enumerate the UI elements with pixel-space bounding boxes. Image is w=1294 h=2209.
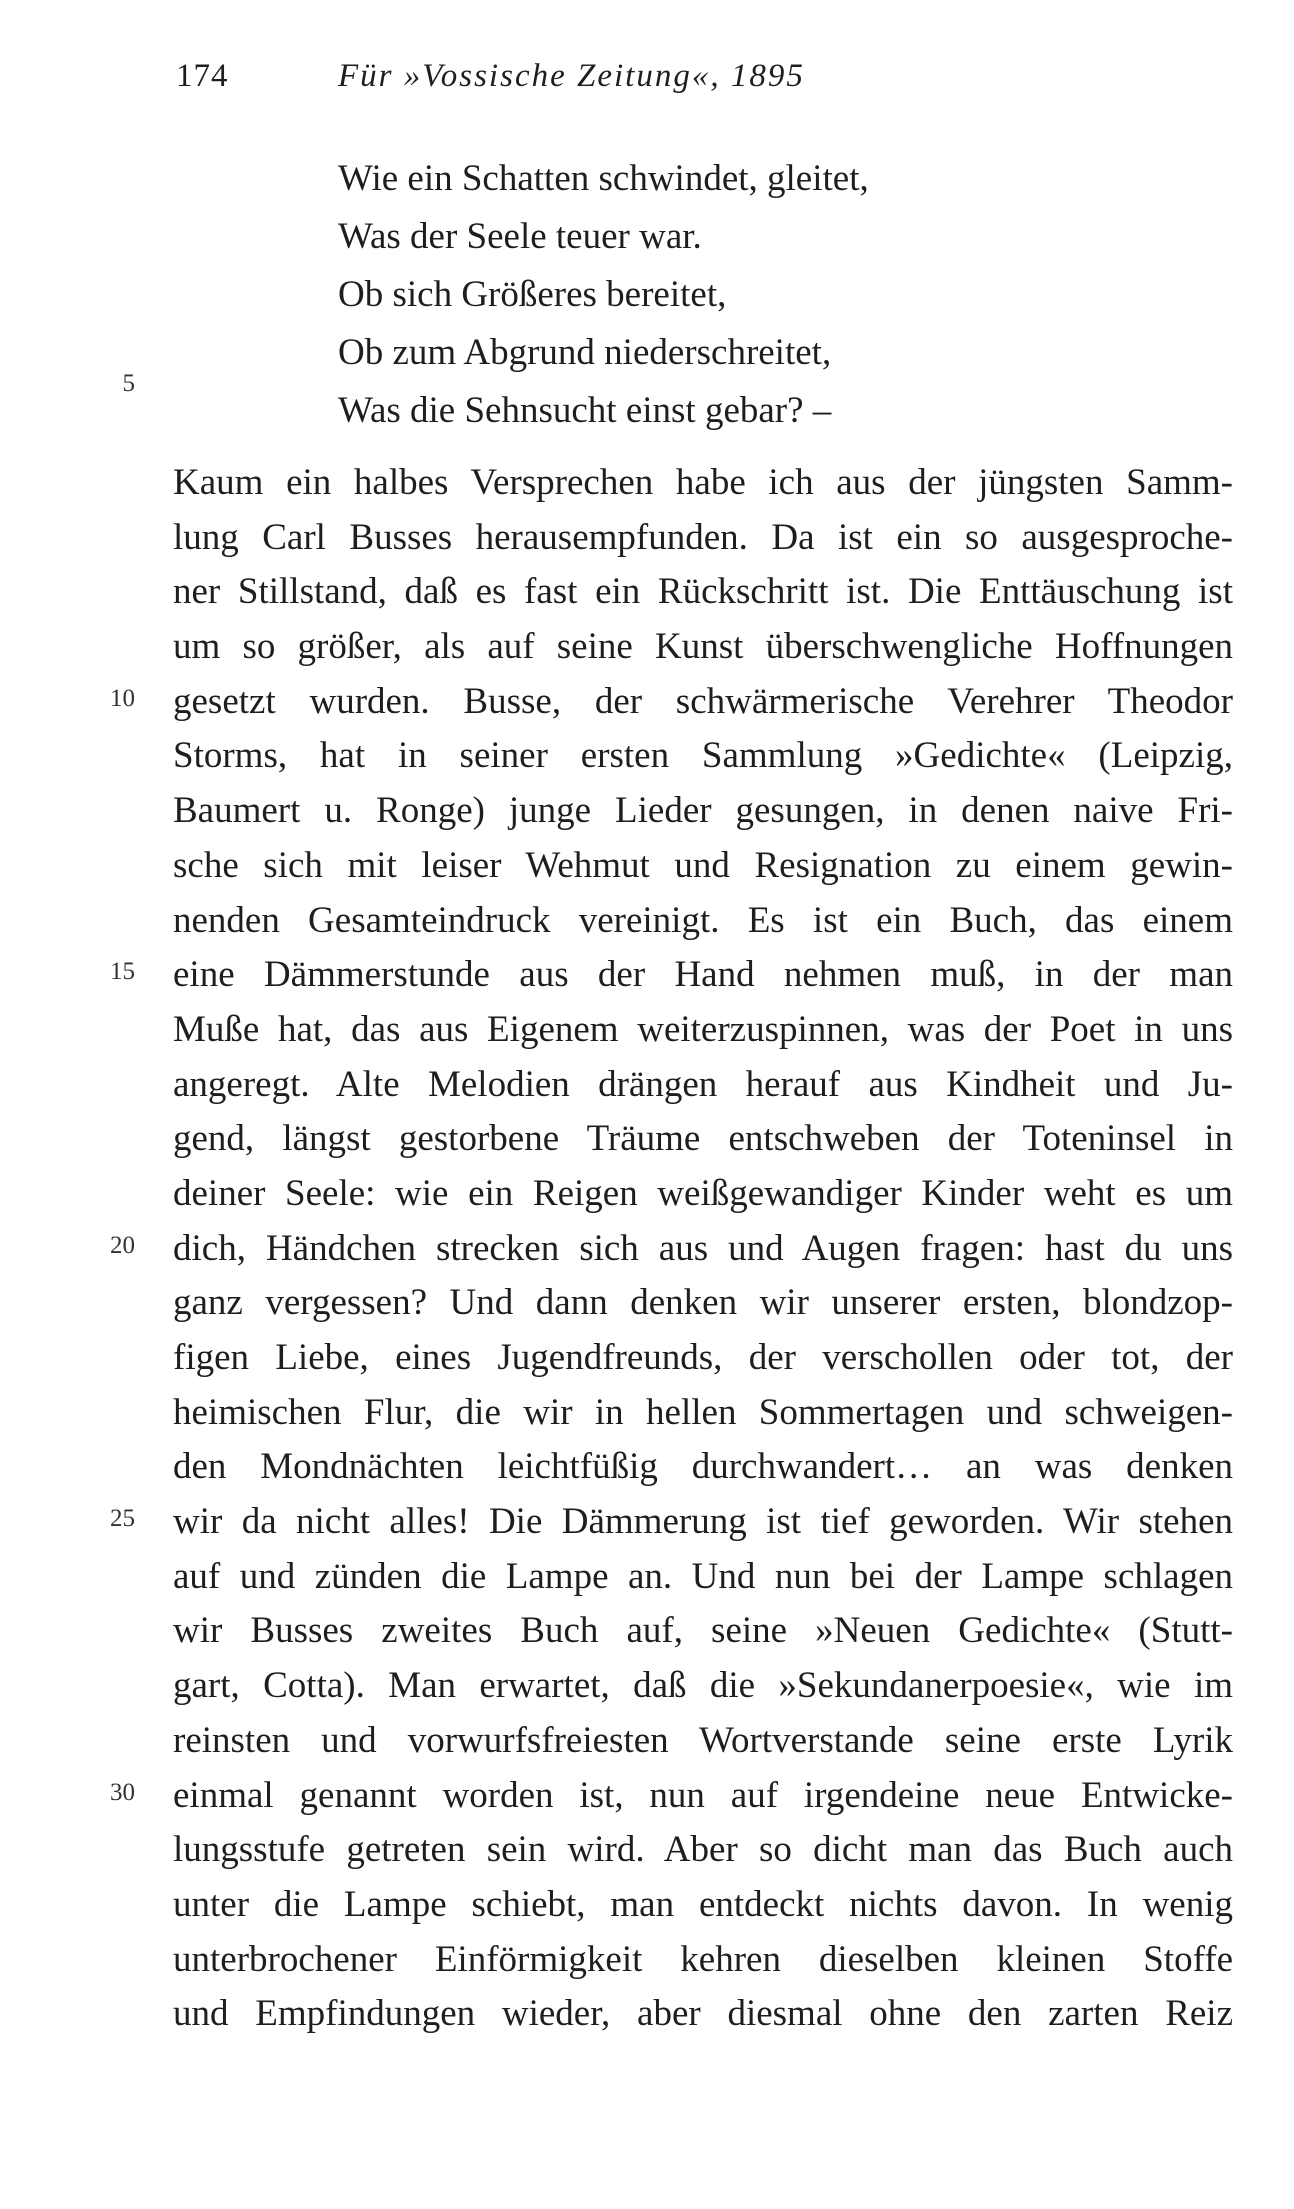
prose-line: lung Carl Busses herausempfunden. Da ist ein so ausgesproche- [173,516,1233,558]
prose-paragraph [173,456,1233,2042]
line-number: 5 [122,370,135,397]
prose-line: den Mondnächten leichtfüßig durchwandert… an was denken [173,1446,1233,1488]
prose-line: angeregt. Alte Melodien drängen herauf aus Kindheit und Ju- [173,1063,1233,1105]
line-number: 20 [110,1232,135,1259]
prose-line: nenden Gesamteindruck vereinigt. Es ist ein Buch, das einem [173,899,1233,941]
prose-line: wir da nicht alles! Die Dämmerung ist tief geworden. Wir stehen [173,1501,1233,1543]
prose-line: ner Stillstand, daß es fast ein Rückschritt ist. Die Enttäuschung ist [173,571,1233,613]
line-number: 15 [110,958,135,985]
prose-line: Baumert u. Ronge) junge Lieder gesungen, in denen naive Fri- [173,790,1233,832]
prose-line: figen Liebe, eines Jugendfreunds, der verschollen oder tot, der [173,1337,1233,1378]
running-head [0,58,1294,108]
prose-line: ganz vergessen? Und dann denken wir unserer ersten, blondzop- [173,1282,1233,1324]
prose-line: heimischen Flur, die wir in hellen Sommertagen und schweigen- [173,1391,1233,1433]
line-number: 10 [110,685,135,712]
prose-line: sche sich mit leiser Wehmut und Resignation zu einem gewin- [173,844,1233,886]
prose-line: unterbrochener Einförmigkeit kehren dieselben kleinen Stoffe [173,1938,1233,1980]
verse-line: Ob zum Abgrund niederschreitet, [338,332,832,373]
prose-line: Kaum ein halbes Versprechen habe ich aus der jüngsten Samm- [173,462,1233,503]
prose-line: Muße hat, das aus Eigenem weiterzuspinnen, was der Poet in uns [173,1008,1233,1050]
verse-line: Ob sich Größeres bereitet, [338,274,727,315]
prose-line: gart, Cotta). Man erwartet, daß die »Sekundanerpoesie«, wie im [173,1665,1233,1707]
prose-line: um so größer, als auf seine Kunst überschwengliche Hoffnungen [173,626,1233,668]
prose-line: unter die Lampe schiebt, man entdeckt nichts davon. In wenig [173,1883,1233,1925]
line-number: 25 [110,1505,135,1532]
line-number: 30 [110,1779,135,1806]
prose-line: lungsstufe getreten sein wird. Aber so dicht man das Buch auch [173,1829,1233,1871]
verse-line: Was der Seele teuer war. [338,216,702,257]
prose-line: deiner Seele: wie ein Reigen weißgewandiger Kinder weht es um [173,1172,1233,1214]
prose-line: reinsten und vorwurfsfreiesten Wortverstande seine erste Lyrik [173,1719,1233,1761]
prose-line: Storms, hat in seiner ersten Sammlung »Gedichte« (Leipzig, [173,735,1233,777]
prose-line: gesetzt wurden. Busse, der schwärmerische Verehrer Theodor [173,680,1233,722]
verse-line: Wie ein Schatten schwindet, gleitet, [338,158,869,199]
poem-stanza [338,150,869,440]
prose-line: auf und zünden die Lampe an. Und nun bei der Lampe schlagen [173,1555,1233,1597]
prose-line: dich, Händchen strecken sich aus und Augen fragen: hast du uns [173,1227,1233,1269]
prose-line: einmal genannt worden ist, nun auf irgendeine neue Entwicke- [173,1774,1233,1816]
running-title: Für »Vossische Zeitung«, 1895 [338,58,805,94]
prose-line: und Empfindungen wieder, aber diesmal ohne den zarten Reiz [173,1993,1233,2035]
prose-line: gend, längst gestorbene Träume entschweben der Toteninsel in [173,1118,1233,1160]
prose-line: wir Busses zweites Buch auf, seine »Neuen Gedichte« (Stutt- [173,1610,1233,1652]
prose-line: eine Dämmerstunde aus der Hand nehmen muß, in der man [173,954,1233,996]
page-number: 174 [176,58,229,94]
verse-line: Was die Sehnsucht einst gebar? – [338,390,832,431]
